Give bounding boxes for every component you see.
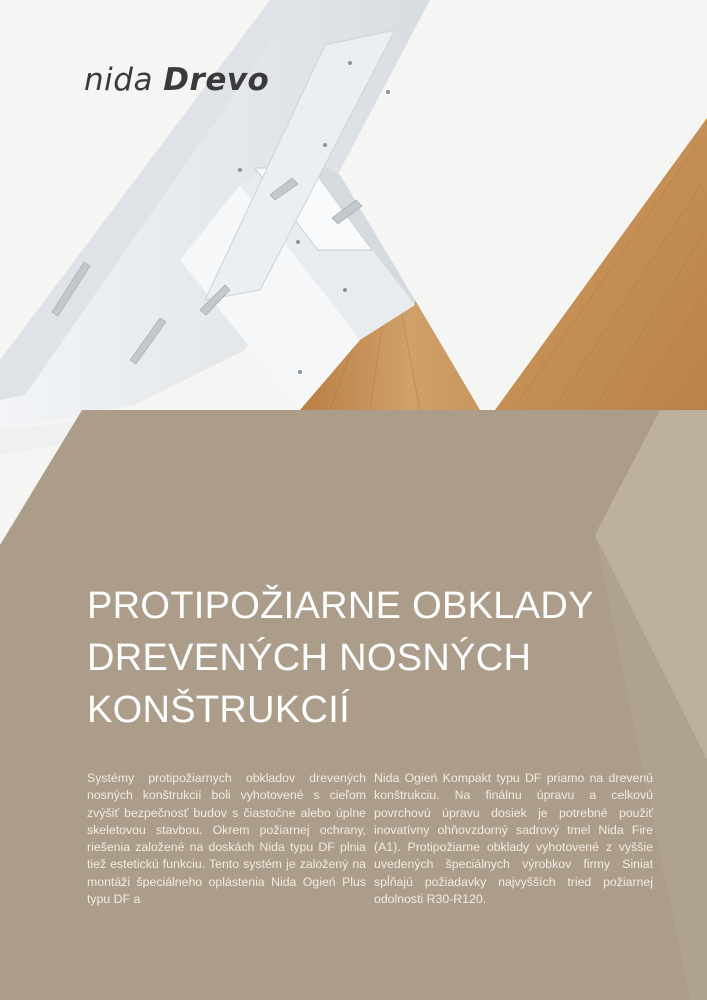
body-text-column-2: Nida Ogień Kompakt typu DF priamo na drevenú konštrukciu. Na finálnu úpravu a celkovú povrchovú úpravu dosiek je potrebné použiť inovatívny ohňovzdorný sadrový tmel Nida Fire (A1). Protipožiarne obklady vyhotovené z vyššie uvedených špeciálnych výrobkov firmy Siniat spĺňajú požiadavky najvyšších tried požiarnej odolnosti R30-R120. xyxy=(374,771,653,907)
title-line-1: PROTIPOŽIARNE OBKLADY xyxy=(87,585,594,627)
logo-word-drevo: Drevo xyxy=(163,62,270,98)
body-text-column-1: Systémy protipožiarnych obkladov drevených nosných konštrukcií boli vyhotovené s cieľom zvýšiť bezpečnosť budov s čiastočne alebo úplne skeletovou stavbou. Okrem požiarnej ochrany, riešenia založené na doskách Nida typu DF plnia tiež estetickú funkciu. Tento systém je založený na montáži špeciálneho oplástenia Nida Ogień Plus typu DF a xyxy=(87,771,366,907)
logo-word-nida: nida xyxy=(84,62,153,98)
page-title xyxy=(87,580,687,736)
nida-drevo-logo xyxy=(84,62,269,98)
title-line-3: KONŠTRUKCIÍ xyxy=(87,689,350,731)
title-line-2: DREVENÝCH NOSNÝCH xyxy=(87,637,532,679)
